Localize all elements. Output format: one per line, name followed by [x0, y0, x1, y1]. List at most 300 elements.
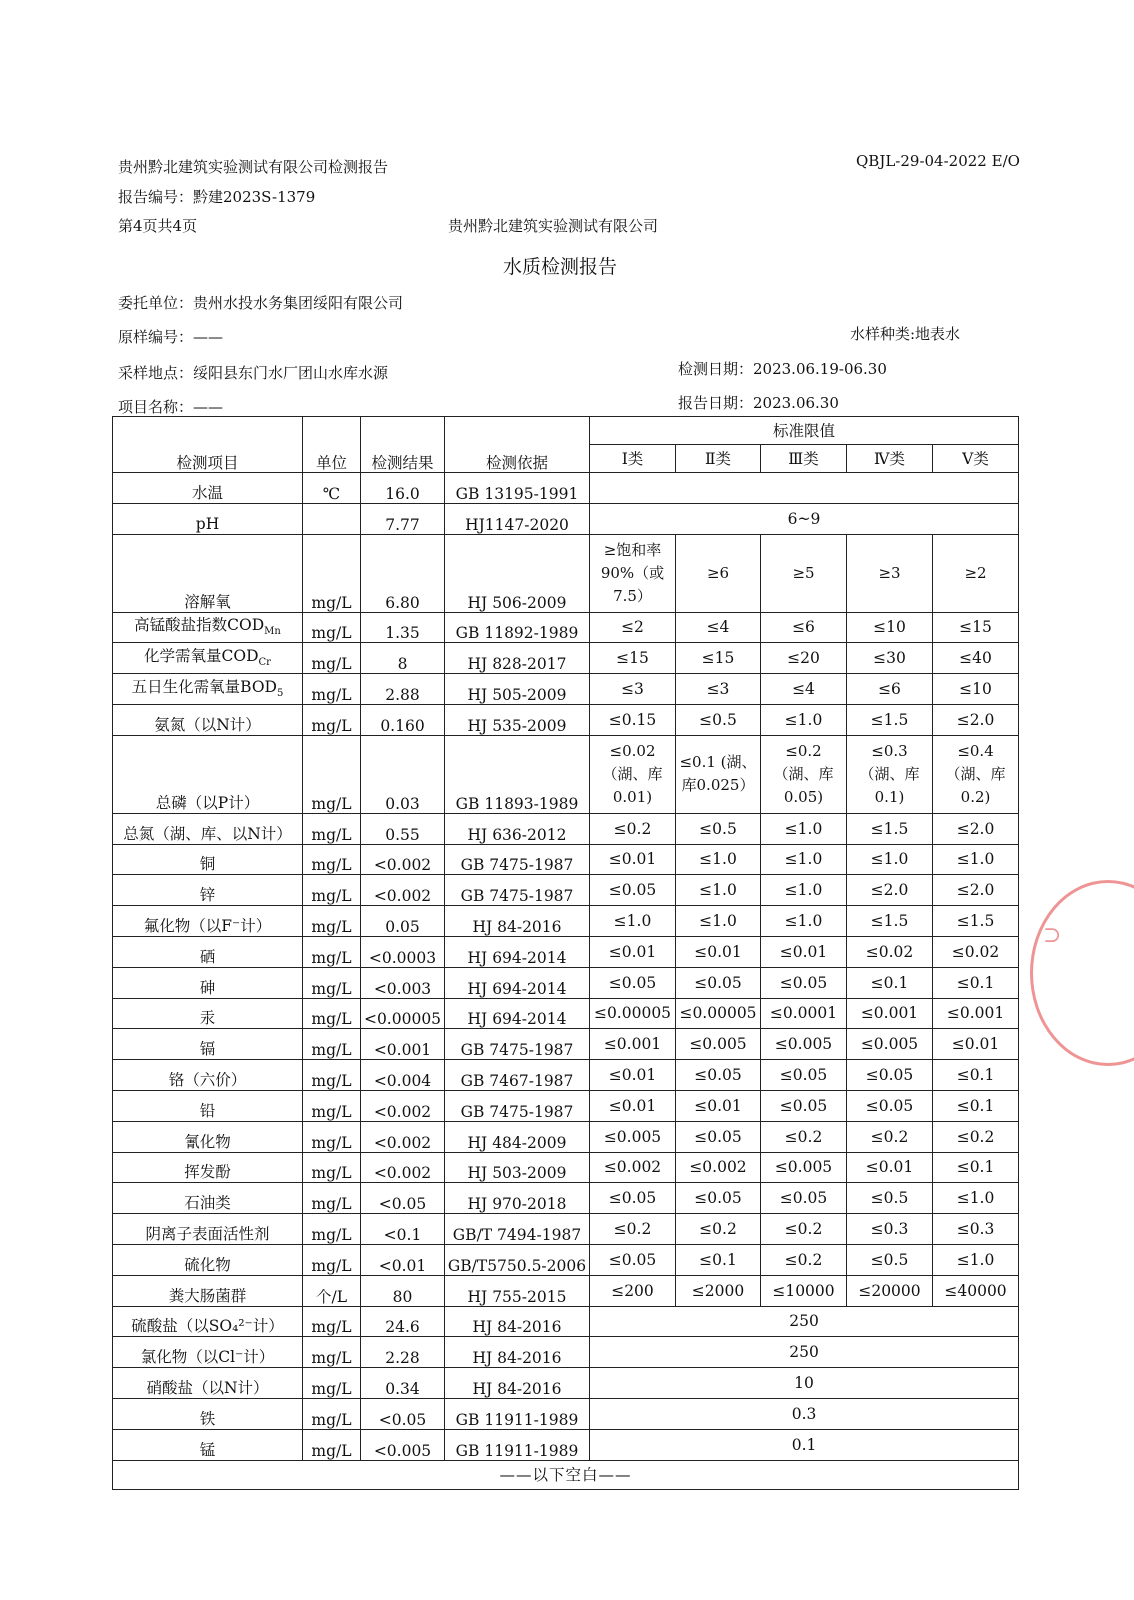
cell-limit-class-2: ≤0.5: [676, 704, 761, 735]
cell-limit-class-2: ≤0.1: [676, 1244, 761, 1275]
cell-limit-class-4: ≤1.5: [847, 906, 933, 937]
item-name: 粪大肠菌群: [168, 1286, 247, 1305]
cell-limit-class-3: ≤0.2（湖、库0.05): [761, 735, 847, 813]
cell-limit-class-2: ≤0.05: [676, 1183, 761, 1214]
cell-unit: [303, 503, 361, 534]
cell-limit-class-5: ≤0.2: [933, 1121, 1019, 1152]
cell-limit-all: 6~9: [590, 503, 1019, 534]
item-name: pH: [195, 514, 220, 533]
cell-item: [113, 967, 303, 998]
cell-unit: mg/L: [303, 1244, 361, 1275]
item-name: 硫酸盐（以SO₄²⁻计）: [131, 1317, 284, 1336]
cell-limit-class-1: ≤0.2: [590, 1214, 676, 1245]
cell-limit-class-2: ≤1.0: [676, 844, 761, 875]
cell-unit: mg/L: [303, 967, 361, 998]
cell-limit-class-4: ≤0.001: [847, 998, 933, 1029]
cell-limit-class-5: ≤0.02: [933, 936, 1019, 967]
cell-unit: mg/L: [303, 813, 361, 844]
cell-limit-class-3: ≤0.0001: [761, 998, 847, 1029]
cell-unit: mg/L: [303, 1029, 361, 1060]
cell-result: <0.003: [361, 967, 445, 998]
item-subscript: Mn: [264, 626, 281, 638]
cell-limit-class-5: ≤0.1: [933, 1060, 1019, 1091]
table-row: [113, 936, 1019, 967]
item-name: 锌: [199, 886, 216, 905]
item-name: 锰: [199, 1440, 216, 1459]
cell-basis: HJ 84-2016: [445, 1368, 590, 1399]
cell-limit-class-3: ≤0.05: [761, 1060, 847, 1091]
cell-limit-class-3: ≤0.2: [761, 1121, 847, 1152]
cell-limit-all: 10: [590, 1368, 1019, 1399]
cell-limit-class-4: ≥3: [847, 534, 933, 612]
cell-unit: mg/L: [303, 674, 361, 705]
cell-limit-class-1: ≤3: [590, 674, 676, 705]
cell-result: 0.05: [361, 906, 445, 937]
cell-item: [113, 1060, 303, 1091]
test-date-field: 检测日期：2023.06.19-06.30: [678, 360, 887, 378]
table-row: [113, 967, 1019, 998]
cell-limit-class-1: ≤0.001: [590, 1029, 676, 1060]
cell-limit-class-1: ≤0.05: [590, 1244, 676, 1275]
client-field: 委托单位：贵州水投水务集团绥阳有限公司: [118, 294, 404, 312]
cell-basis: GB/T 7494-1987: [445, 1214, 590, 1245]
cell-result: 0.55: [361, 813, 445, 844]
cell-basis: GB 11911-1989: [445, 1398, 590, 1429]
cell-result: <0.002: [361, 1121, 445, 1152]
cell-limit-class-1: ≤200: [590, 1275, 676, 1306]
cell-basis: HJ 694-2014: [445, 967, 590, 998]
item-name: 化学需氧量COD: [144, 647, 259, 666]
cell-limit-class-4: ≤2.0: [847, 875, 933, 906]
item-name: 汞: [199, 1009, 216, 1028]
cell-item: [113, 503, 303, 534]
cell-basis: HJ 535-2009: [445, 704, 590, 735]
cell-unit: mg/L: [303, 612, 361, 643]
cell-limit-class-1: ≤1.0: [590, 906, 676, 937]
header-class-5: Ⅴ类: [933, 445, 1019, 473]
cell-limit-class-4: ≤0.5: [847, 1244, 933, 1275]
table-row: [113, 1152, 1019, 1183]
cell-limit-class-3: ≤0.005: [761, 1152, 847, 1183]
cell-limit-class-1: ≤15: [590, 643, 676, 674]
table-row: [113, 1214, 1019, 1245]
item-name: 硝酸盐（以N计）: [146, 1378, 269, 1397]
cell-limit-all: [590, 473, 1019, 504]
page-indicator: 第4页共4页: [118, 217, 198, 235]
project-field: 项目名称：——: [118, 398, 224, 416]
cell-limit-class-3: ≤1.0: [761, 844, 847, 875]
cell-limit-class-5: ≤2.0: [933, 813, 1019, 844]
cell-limit-class-3: ≤0.2: [761, 1214, 847, 1245]
cell-limit-class-3: ≤0.05: [761, 1090, 847, 1121]
water-type-field: 水样种类:地表水: [850, 325, 961, 343]
cell-limit-class-1: ≥饱和率90%（或7.5）: [590, 534, 676, 612]
header-result: 检测结果: [361, 417, 445, 473]
cell-limit-class-1: ≤0.05: [590, 967, 676, 998]
cell-item: [113, 1090, 303, 1121]
cell-limit-class-5: ≤1.0: [933, 1244, 1019, 1275]
item-subscript: Cr: [258, 657, 271, 669]
cell-limit-class-4: ≤20000: [847, 1275, 933, 1306]
item-name: 氨氮（以N计）: [154, 715, 261, 734]
cell-limit-class-2: ≤0.05: [676, 967, 761, 998]
cell-item: [113, 1429, 303, 1460]
cell-limit-class-1: ≤0.01: [590, 1090, 676, 1121]
cell-item: [113, 1244, 303, 1275]
table-row: [113, 1183, 1019, 1214]
cell-unit: mg/L: [303, 534, 361, 612]
table-row: [113, 674, 1019, 705]
cell-limit-class-2: ≤1.0: [676, 906, 761, 937]
cell-basis: HJ 694-2014: [445, 998, 590, 1029]
cell-result: <0.001: [361, 1029, 445, 1060]
cell-basis: GB 11911-1989: [445, 1429, 590, 1460]
cell-result: 16.0: [361, 473, 445, 504]
cell-limit-class-1: ≤0.2: [590, 813, 676, 844]
cell-unit: mg/L: [303, 1060, 361, 1091]
cell-result: 1.35: [361, 612, 445, 643]
cell-item: [113, 1183, 303, 1214]
sample-number-field: 原样编号：——: [118, 328, 224, 346]
cell-limit-class-2: ≤0.1 (湖、库0.025）: [676, 735, 761, 813]
cell-limit-class-1: ≤0.002: [590, 1152, 676, 1183]
item-name: 挥发酚: [184, 1163, 231, 1182]
cell-limit-class-4: ≤1.5: [847, 704, 933, 735]
org-report-title: 贵州黔北建筑实验测试有限公司检测报告: [118, 158, 389, 176]
cell-unit: mg/L: [303, 1152, 361, 1183]
cell-limit-class-2: ≥6: [676, 534, 761, 612]
table-row: [113, 875, 1019, 906]
item-name: 五日生化需氧量BOD: [131, 677, 277, 696]
cell-limit-class-5: ≤40000: [933, 1275, 1019, 1306]
table-row: [113, 612, 1019, 643]
cell-item: [113, 1337, 303, 1368]
item-name: 铅: [199, 1101, 216, 1120]
cell-limit-class-1: ≤0.05: [590, 875, 676, 906]
item-name: 高锰酸盐指数COD: [134, 616, 265, 635]
cell-limit-class-3: ≤1.0: [761, 813, 847, 844]
cell-limit-class-1: ≤0.05: [590, 1183, 676, 1214]
table-row: [113, 1244, 1019, 1275]
cell-result: 6.80: [361, 534, 445, 612]
cell-basis: HJ 636-2012: [445, 813, 590, 844]
item-name: 总磷（以P计）: [155, 793, 260, 812]
cell-item: [113, 1152, 303, 1183]
cell-limit-class-5: ≤0.01: [933, 1029, 1019, 1060]
cell-unit: mg/L: [303, 643, 361, 674]
cell-limit-class-1: ≤0.02（湖、库0.01): [590, 735, 676, 813]
table-row: [113, 534, 1019, 612]
cell-basis: GB 7475-1987: [445, 1029, 590, 1060]
cell-item: [113, 1368, 303, 1399]
cell-limit-class-3: ≤20: [761, 643, 847, 674]
cell-result: 0.160: [361, 704, 445, 735]
cell-limit-class-5: ≤0.1: [933, 967, 1019, 998]
cell-basis: HJ 503-2009: [445, 1152, 590, 1183]
cell-limit-class-3: ≤0.005: [761, 1029, 847, 1060]
cell-limit-class-1: ≤0.01: [590, 1060, 676, 1091]
cell-basis: GB 13195-1991: [445, 473, 590, 504]
header-item: 检测项目: [113, 417, 303, 473]
item-name: 硫化物: [184, 1255, 231, 1274]
cell-limit-class-4: ≤30: [847, 643, 933, 674]
cell-limit-class-2: ≤2000: [676, 1275, 761, 1306]
cell-unit: mg/L: [303, 735, 361, 813]
item-name: 砷: [199, 978, 216, 997]
cell-basis: HJ 755-2015: [445, 1275, 590, 1306]
table-row: [113, 1398, 1019, 1429]
cell-unit: mg/L: [303, 875, 361, 906]
cell-basis: GB 11893-1989: [445, 735, 590, 813]
cell-item: [113, 674, 303, 705]
cell-unit: mg/L: [303, 998, 361, 1029]
cell-result: <0.002: [361, 1152, 445, 1183]
table-row: [113, 1306, 1019, 1337]
item-name: 镉: [199, 1040, 216, 1059]
cell-unit: mg/L: [303, 1090, 361, 1121]
cell-limit-class-2: ≤0.5: [676, 813, 761, 844]
table-row: [113, 1060, 1019, 1091]
cell-limit-class-2: ≤3: [676, 674, 761, 705]
cell-limit-class-2: ≤15: [676, 643, 761, 674]
table-row: [113, 1368, 1019, 1399]
item-name: 铁: [199, 1409, 216, 1428]
item-subscript: 5: [276, 687, 284, 699]
cell-result: <0.05: [361, 1398, 445, 1429]
table-body: [113, 473, 1019, 1461]
header-unit: 单位: [303, 417, 361, 473]
cell-limit-class-3: ≥5: [761, 534, 847, 612]
item-name: 总氮（湖、库、以N计）: [123, 824, 292, 843]
cell-limit-class-1: ≤0.01: [590, 844, 676, 875]
item-name: 溶解氧: [184, 592, 231, 611]
item-name: 氰化物: [184, 1132, 231, 1151]
cell-unit: mg/L: [303, 1398, 361, 1429]
header-basis: 检测依据: [445, 417, 590, 473]
cell-item: [113, 906, 303, 937]
cell-limit-class-1: ≤0.005: [590, 1121, 676, 1152]
cell-result: 0.34: [361, 1368, 445, 1399]
cell-result: 2.28: [361, 1337, 445, 1368]
cell-unit: mg/L: [303, 704, 361, 735]
cell-item: [113, 534, 303, 612]
cell-result: 0.03: [361, 735, 445, 813]
doc-code: QBJL-29-04-2022 E/O: [856, 152, 1020, 170]
item-name: 硒: [199, 947, 216, 966]
table-row: [113, 844, 1019, 875]
cell-item: [113, 1306, 303, 1337]
table-row: [113, 503, 1019, 534]
table-row: [113, 735, 1019, 813]
cell-unit: mg/L: [303, 1337, 361, 1368]
cell-item: [113, 704, 303, 735]
cell-limit-class-4: ≤1.0: [847, 844, 933, 875]
cell-limit-class-3: ≤6: [761, 612, 847, 643]
cell-limit-class-4: ≤0.01: [847, 1152, 933, 1183]
cell-limit-class-5: ≤15: [933, 612, 1019, 643]
cell-unit: ℃: [303, 473, 361, 504]
cell-limit-class-4: ≤0.3（湖、库0.1): [847, 735, 933, 813]
cell-limit-class-1: ≤0.01: [590, 936, 676, 967]
cell-limit-class-2: ≤0.01: [676, 936, 761, 967]
cell-limit-class-5: ≤2.0: [933, 875, 1019, 906]
cell-unit: mg/L: [303, 1183, 361, 1214]
item-name: 石油类: [184, 1194, 231, 1213]
cell-limit-class-1: ≤0.15: [590, 704, 676, 735]
cell-result: 24.6: [361, 1306, 445, 1337]
cell-limit-class-3: ≤0.2: [761, 1244, 847, 1275]
cell-result: <0.005: [361, 1429, 445, 1460]
cell-basis: GB 11892-1989: [445, 612, 590, 643]
cell-limit-class-4: ≤0.1: [847, 967, 933, 998]
cell-item: [113, 473, 303, 504]
cell-basis: HJ 484-2009: [445, 1121, 590, 1152]
cell-limit-class-5: ≤0.1: [933, 1152, 1019, 1183]
cell-limit-class-5: ≤1.0: [933, 1183, 1019, 1214]
table-row: [113, 643, 1019, 674]
cell-basis: HJ 84-2016: [445, 1337, 590, 1368]
cell-limit-class-4: ≤6: [847, 674, 933, 705]
cell-basis: HJ 84-2016: [445, 1306, 590, 1337]
cell-basis: GB 7475-1987: [445, 844, 590, 875]
cell-limit-class-2: ≤0.005: [676, 1029, 761, 1060]
cell-item: [113, 936, 303, 967]
cell-result: <0.1: [361, 1214, 445, 1245]
cell-limit-class-4: ≤0.05: [847, 1060, 933, 1091]
header-class-2: Ⅱ类: [676, 445, 761, 473]
cell-limit-class-2: ≤0.2: [676, 1214, 761, 1245]
cell-limit-class-5: ≤2.0: [933, 704, 1019, 735]
cell-limit-all: 0.1: [590, 1429, 1019, 1460]
cell-item: [113, 1398, 303, 1429]
cell-basis: GB 7475-1987: [445, 1090, 590, 1121]
cell-limit-class-5: ≤0.1: [933, 1090, 1019, 1121]
cell-unit: mg/L: [303, 906, 361, 937]
cell-unit: 个/L: [303, 1275, 361, 1306]
item-name: 铜: [199, 855, 216, 874]
header-limits: 标准限值: [590, 417, 1019, 445]
cell-limit-class-4: ≤0.02: [847, 936, 933, 967]
cell-limit-class-4: ≤0.005: [847, 1029, 933, 1060]
cell-limit-class-2: ≤4: [676, 612, 761, 643]
table-row: [113, 813, 1019, 844]
cell-limit-all: 250: [590, 1306, 1019, 1337]
header-class-3: Ⅲ类: [761, 445, 847, 473]
cell-result: <0.05: [361, 1183, 445, 1214]
cell-item: [113, 875, 303, 906]
results-table: [112, 416, 1019, 1490]
table-row: [113, 1090, 1019, 1121]
cell-item: [113, 844, 303, 875]
cell-result: <0.002: [361, 875, 445, 906]
cell-result: 80: [361, 1275, 445, 1306]
cell-result: <0.004: [361, 1060, 445, 1091]
cell-item: [113, 1214, 303, 1245]
cell-result: <0.00005: [361, 998, 445, 1029]
cell-basis: HJ 84-2016: [445, 906, 590, 937]
table-row: [113, 473, 1019, 504]
report-number: 报告编号：黔建2023S-1379: [118, 188, 316, 206]
cell-limit-class-4: ≤0.05: [847, 1090, 933, 1121]
table-row: [113, 704, 1019, 735]
cell-limit-class-5: ≤1.0: [933, 844, 1019, 875]
cell-limit-class-5: ≤10: [933, 674, 1019, 705]
item-name: 阴离子表面活性剂: [145, 1224, 270, 1243]
cell-item: [113, 998, 303, 1029]
header-class-4: Ⅳ类: [847, 445, 933, 473]
table-row: [113, 998, 1019, 1029]
cell-result: <0.002: [361, 1090, 445, 1121]
cell-unit: mg/L: [303, 844, 361, 875]
cell-basis: HJ 970-2018: [445, 1183, 590, 1214]
cell-unit: mg/L: [303, 1121, 361, 1152]
company-name: 贵州黔北建筑实验测试有限公司: [448, 217, 659, 235]
location-field: 采样地点：绥阳县东门水厂团山水库水源: [118, 364, 389, 382]
cell-limit-class-2: ≤0.05: [676, 1060, 761, 1091]
item-name: 水温: [191, 483, 223, 502]
cell-result: <0.01: [361, 1244, 445, 1275]
cell-limit-all: 0.3: [590, 1398, 1019, 1429]
cell-limit-class-3: ≤0.05: [761, 1183, 847, 1214]
cell-limit-class-5: ≤0.4（湖、库0.2): [933, 735, 1019, 813]
cell-limit-class-2: ≤0.002: [676, 1152, 761, 1183]
table-row: [113, 906, 1019, 937]
table-row: [113, 1337, 1019, 1368]
cell-limit-class-2: ≤0.05: [676, 1121, 761, 1152]
item-name: 铬（六价）: [168, 1070, 247, 1089]
cell-basis: HJ 505-2009: [445, 674, 590, 705]
table-footer: ——以下空白——: [113, 1460, 1019, 1490]
cell-limit-class-1: ≤2: [590, 612, 676, 643]
cell-result: <0.002: [361, 844, 445, 875]
cell-result: 7.77: [361, 503, 445, 534]
cell-basis: GB 7467-1987: [445, 1060, 590, 1091]
cell-basis: GB 7475-1987: [445, 875, 590, 906]
cell-basis: HJ 694-2014: [445, 936, 590, 967]
item-name: 氟化物（以F⁻计）: [143, 916, 272, 935]
cell-result: 8: [361, 643, 445, 674]
cell-item: [113, 643, 303, 674]
cell-limit-class-4: ≤10: [847, 612, 933, 643]
cell-basis: HJ 828-2017: [445, 643, 590, 674]
table-row: [113, 1275, 1019, 1306]
cell-limit-class-3: ≤0.05: [761, 967, 847, 998]
cell-basis: HJ 506-2009: [445, 534, 590, 612]
report-date-field: 报告日期：2023.06.30: [678, 394, 839, 412]
item-name: 氯化物（以Cl⁻计）: [140, 1348, 275, 1367]
header-class-1: Ⅰ类: [590, 445, 676, 473]
cell-basis: GB/T5750.5-2006: [445, 1244, 590, 1275]
cell-limit-class-5: ≤40: [933, 643, 1019, 674]
cell-item: [113, 1029, 303, 1060]
cell-basis: HJ1147-2020: [445, 503, 590, 534]
table-row: [113, 1429, 1019, 1460]
cell-unit: mg/L: [303, 1368, 361, 1399]
cell-limit-class-3: ≤1.0: [761, 875, 847, 906]
table-row: [113, 1029, 1019, 1060]
cell-limit-class-1: ≤0.00005: [590, 998, 676, 1029]
cell-limit-class-2: ≤1.0: [676, 875, 761, 906]
cell-unit: mg/L: [303, 1306, 361, 1337]
cell-limit-class-4: ≤0.3: [847, 1214, 933, 1245]
cell-item: [113, 1121, 303, 1152]
cell-item: [113, 735, 303, 813]
cell-limit-class-5: ≤0.3: [933, 1214, 1019, 1245]
cell-item: [113, 612, 303, 643]
cell-item: [113, 1275, 303, 1306]
cell-limit-class-4: ≤0.5: [847, 1183, 933, 1214]
seal-stamp: ⊃: [1030, 880, 1134, 1066]
